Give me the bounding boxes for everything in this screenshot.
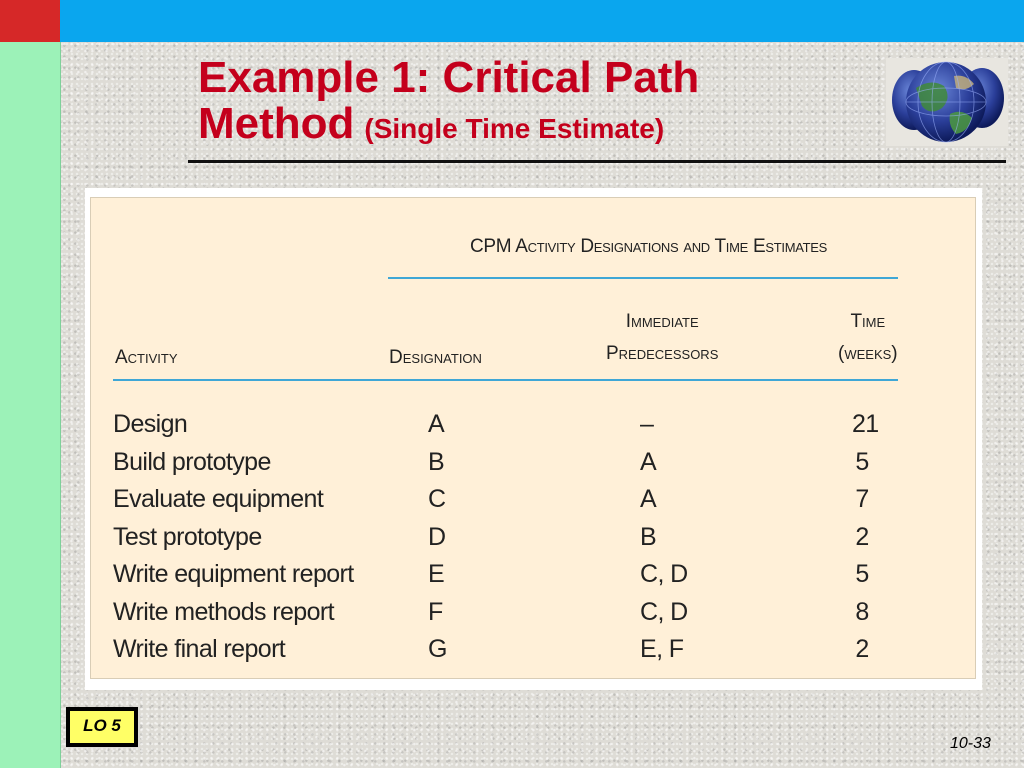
header-time xyxy=(838,306,898,370)
cell-time: 5 xyxy=(855,560,869,588)
cell-activity: Build prototype xyxy=(113,448,271,476)
cell-predecessors: A xyxy=(640,485,657,513)
cell-activity: Test prototype xyxy=(113,523,262,551)
table-row xyxy=(0,443,1024,481)
globe-icon xyxy=(886,58,1008,146)
cell-time: 2 xyxy=(855,635,869,663)
cell-predecessors: A xyxy=(640,448,657,476)
cell-time: 21 xyxy=(852,410,879,438)
cell-predecessors: B xyxy=(640,523,657,551)
cell-designation: A xyxy=(428,410,445,438)
cell-predecessors: – xyxy=(640,410,654,438)
cell-time: 5 xyxy=(855,448,869,476)
table-title-rule xyxy=(388,277,898,279)
cell-designation: B xyxy=(428,448,445,476)
cell-designation: C xyxy=(428,485,446,513)
table-row xyxy=(0,480,1024,518)
cell-activity: Write equipment report xyxy=(113,560,354,588)
learning-objective-badge xyxy=(66,707,138,747)
cell-predecessors: C, D xyxy=(640,560,688,588)
slide-title xyxy=(198,55,878,152)
table-title: CPM Activity Designations and Time Estimates xyxy=(470,236,828,257)
table-row xyxy=(0,405,1024,443)
learning-objective-label: LO 5 xyxy=(69,710,135,744)
cell-time: 8 xyxy=(855,598,869,626)
title-underline xyxy=(188,160,1006,163)
cell-activity: Design xyxy=(113,410,188,438)
header-activity: Activity xyxy=(115,347,178,368)
header-time-line1: Time xyxy=(850,311,886,332)
cell-time: 7 xyxy=(855,485,869,513)
title-line-2 xyxy=(198,101,878,152)
cell-activity: Write final report xyxy=(113,635,286,663)
header-predecessors-line1: Immediate xyxy=(625,311,699,332)
top-accent-bar xyxy=(60,0,1024,42)
cell-designation: F xyxy=(428,598,443,626)
title-subtitle: (Single Time Estimate) xyxy=(364,113,665,144)
globe-image xyxy=(886,58,1008,146)
cell-designation: E xyxy=(428,560,445,588)
cell-activity: Evaluate equipment xyxy=(113,485,324,513)
page-number: 10-33 xyxy=(950,735,991,752)
table-row xyxy=(0,518,1024,556)
title-line-1: Example 1: Critical Path xyxy=(198,53,700,102)
header-predecessors xyxy=(606,306,718,370)
cell-time: 2 xyxy=(855,523,869,551)
cell-activity: Write methods report xyxy=(113,598,334,626)
table-row xyxy=(0,555,1024,593)
header-designation: Designation xyxy=(389,347,482,368)
title-main-word: Method xyxy=(198,99,355,148)
header-rule xyxy=(113,379,898,381)
table-row xyxy=(0,630,1024,668)
cell-designation: G xyxy=(428,635,447,663)
cell-predecessors: E, F xyxy=(640,635,684,663)
header-time-line2: (weeks) xyxy=(838,343,898,364)
cell-predecessors: C, D xyxy=(640,598,688,626)
corner-accent xyxy=(0,0,60,42)
cell-designation: D xyxy=(428,523,446,551)
table-row xyxy=(0,593,1024,631)
header-predecessors-line2: Predecessors xyxy=(606,343,719,364)
